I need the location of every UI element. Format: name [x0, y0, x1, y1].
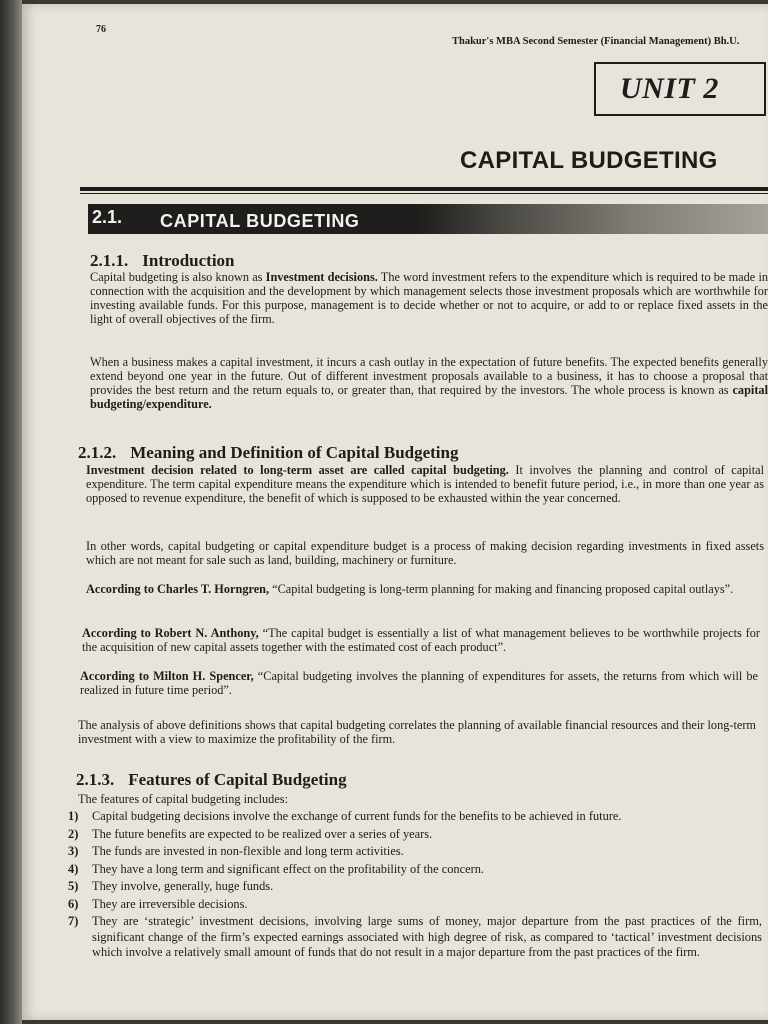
definitions-analysis: [78, 718, 756, 746]
bold-term: According to Milton H. Spencer,: [80, 669, 254, 683]
list-number: 4): [68, 861, 79, 876]
list-item: [68, 826, 762, 844]
text-run: Capital budgeting is also known as: [90, 270, 266, 284]
subsection-title: Features of Capital Budgeting: [128, 770, 347, 789]
features-list: [68, 808, 762, 961]
list-number: 2): [68, 826, 79, 841]
list-item: [68, 914, 762, 961]
list-item: [68, 878, 762, 896]
subsection-number: 2.1.1.: [90, 251, 129, 270]
section-banner: [88, 204, 768, 234]
list-item: [68, 896, 762, 914]
list-text: They are ‘strategic’ investment decisions, involving large sums of money, major departure from the past practices of the firm, significant change of the firm’s expected earnings associated with high degree of risk, as compared to ‘tactical’ investment decisions which involve a relatively small amount of funds that do not result in a major departure from the past practices of the firm.: [92, 914, 762, 959]
title-rule-thick: [80, 187, 768, 191]
meaning-paragraph-2: [86, 539, 764, 567]
subsection-heading-meaning: [78, 443, 459, 463]
list-text: Capital budgeting decisions involve the exchange of current funds for the benefits to be achieved in future.: [92, 809, 622, 823]
chapter-title: CAPITAL BUDGETING: [460, 147, 718, 174]
text-run: It involves the planning and control of capital expenditure. The term capital expenditure means the expenditure which is intended to benefit future period, i.e., in more than one year as opposed to revenue expenditure, the benefit of which is supposed to be exhausted within the year concerned.: [86, 463, 765, 505]
list-text: They involve, generally, huge funds.: [92, 879, 274, 893]
list-item: [68, 843, 762, 861]
features-intro: [78, 792, 756, 806]
book-spine: [0, 0, 22, 1024]
subsection-title: Introduction: [142, 251, 235, 270]
list-item: [68, 808, 762, 826]
unit-box: [594, 62, 766, 116]
bold-term: Investment decision related to long-term asset are called capital budgeting.: [86, 463, 509, 477]
text-run: In other words, capital budgeting or capital expenditure budget is a process of making decision regarding investments in fixed assets which are not meant for sale such as land, building, machinery or furniture.: [86, 539, 764, 567]
list-text: The future benefits are expected to be realized over a series of years.: [92, 826, 433, 841]
definition-anthony: [82, 626, 760, 654]
list-item: [68, 861, 762, 879]
text-run: “The capital budget is essentially a list of what management believes to be worthwhile projects for the acquisition of new capital assets together with the estimated cost of each product”.: [82, 626, 760, 654]
list-number: 7): [68, 914, 79, 928]
bold-term: According to Robert N. Anthony,: [82, 626, 259, 640]
subsection-number: 2.1.3.: [76, 770, 115, 789]
list-text: They are irreversible decisions.: [92, 896, 248, 911]
subsection-heading-introduction: [90, 251, 235, 271]
list-text: They have a long term and significant effect on the profitability of the concern.: [92, 861, 484, 876]
definition-spencer: [80, 669, 758, 697]
running-header: Thakur's MBA Second Semester (Financial Management) Bh.U.: [452, 36, 740, 47]
bold-term: Investment decisions.: [265, 270, 378, 284]
bold-term: According to Charles T. Horngren,: [86, 582, 270, 596]
list-number: 6): [68, 896, 79, 911]
text-run: The word investment refers to the expenditure which is required to be made in connection with the acquisition and the development by which management selects those investment proposals which are worthwhile for investing available funds. For this purpose, management is to decide whether or not to acquire, or add to or replace fixed assets in the light of overall objectives of the firm.: [90, 270, 768, 326]
definition-horngren: [86, 582, 764, 596]
subsection-number: 2.1.2.: [78, 443, 117, 462]
subsection-heading-features: [76, 770, 347, 790]
text-run: The features of capital budgeting includes:: [78, 792, 288, 806]
text-run: “Capital budgeting involves the planning of expenditures for assets, the returns from which will be realized in future time period”.: [80, 669, 759, 697]
meaning-paragraph-1: [86, 463, 764, 505]
intro-paragraph-1: [90, 270, 768, 326]
title-rule-thin: [80, 193, 768, 194]
unit-label: UNIT 2: [620, 72, 719, 105]
bold-term: capital budgeting/expenditure.: [90, 383, 768, 411]
list-number: 1): [68, 809, 79, 823]
text-run: When a business makes a capital investment, it incurs a cash outlay in the expectation of future benefits. The expected benefits generally extend beyond one year in the future. Out of different investment proposals available to a business, it has to choose a proposal that provides the best return and the return equals to, or greater than, that required by the investors. The whole process is known as: [90, 355, 768, 397]
list-text: The funds are invested in non-flexible and long term activities.: [92, 844, 404, 858]
list-number: 3): [68, 844, 79, 858]
text-run: The analysis of above definitions shows that capital budgeting correlates the planning of available financial resources and their long-term investment with a view to maximize the profitability of the firm.: [78, 718, 756, 746]
section-number: 2.1.: [92, 207, 123, 227]
page-number: 76: [96, 24, 106, 35]
book-page: [22, 4, 768, 1020]
subsection-title: Meaning and Definition of Capital Budgeting: [130, 443, 459, 462]
list-number: 5): [68, 879, 79, 893]
text-run: “Capital budgeting is long-term planning for making and financing proposed capital outlays”.: [269, 582, 734, 596]
intro-paragraph-2: [90, 355, 768, 411]
section-title: CAPITAL BUDGETING: [160, 211, 360, 231]
